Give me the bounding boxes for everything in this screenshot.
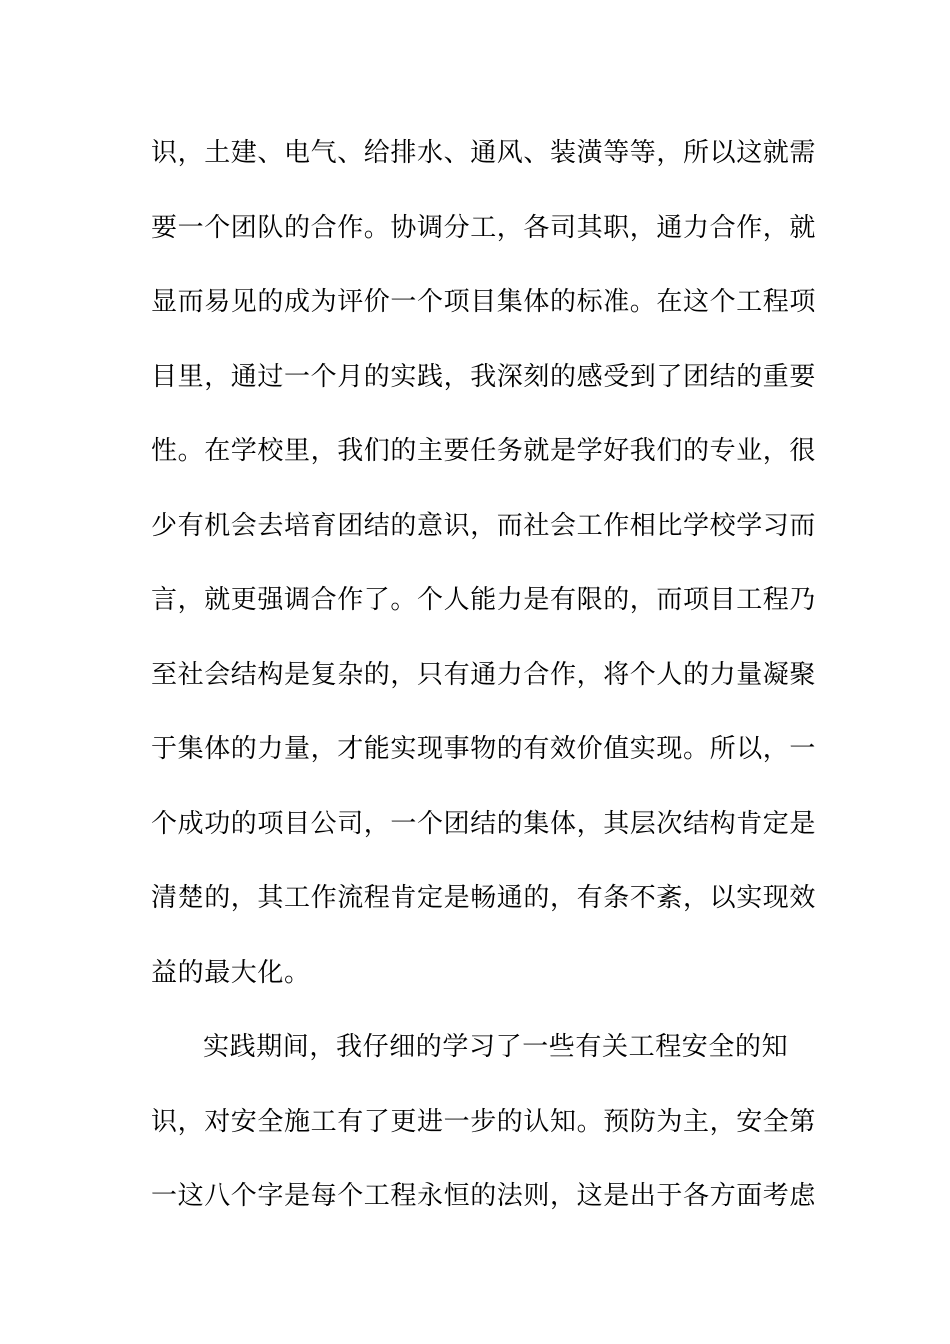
text-line: 至社会结构是复杂的，只有通力合作，将个人的力量凝聚 — [151, 659, 817, 690]
text-line: 益的最大化。 — [151, 957, 311, 988]
text-line: 显而易见的成为评价一个项目集体的标准。在这个工程项 — [151, 287, 817, 317]
text-line: 识，对安全施工有了更进一步的认知。预防为主，安全第 — [151, 1106, 817, 1137]
text-line: 要一个团队的合作。协调分工，各司其职，通力合作，就 — [151, 212, 817, 243]
text-line: 目里，通过一个月的实践，我深刻的感受到了团结的重要 — [151, 361, 817, 392]
text-line: 个成功的项目公司，一个团结的集体，其层次结构肯定是 — [151, 808, 817, 839]
text-line: 清楚的，其工作流程肯定是畅通的，有条不紊，以实现效 — [151, 883, 817, 913]
text-line: 少有机会去培育团结的意识，而社会工作相比学校学习而 — [151, 510, 817, 541]
body-text — [151, 128, 817, 1246]
paragraph-start-line: 实践期间，我仔细的学习了一些有关工程安全的知 — [203, 1032, 789, 1062]
text-line: 识，土建、电气、给排水、通风、装潢等等，所以这就需 — [151, 138, 817, 168]
text-line: 言，就更强调合作了。个人能力是有限的，而项目工程乃 — [151, 585, 817, 615]
text-line: 性。在学校里，我们的主要任务就是学好我们的专业，很 — [151, 436, 817, 466]
text-line: 一这八个字是每个工程永恒的法则，这是出于各方面考虑 — [151, 1181, 817, 1211]
text-line: 于集体的力量，才能实现事物的有效价值实现。所以，一 — [151, 734, 817, 764]
